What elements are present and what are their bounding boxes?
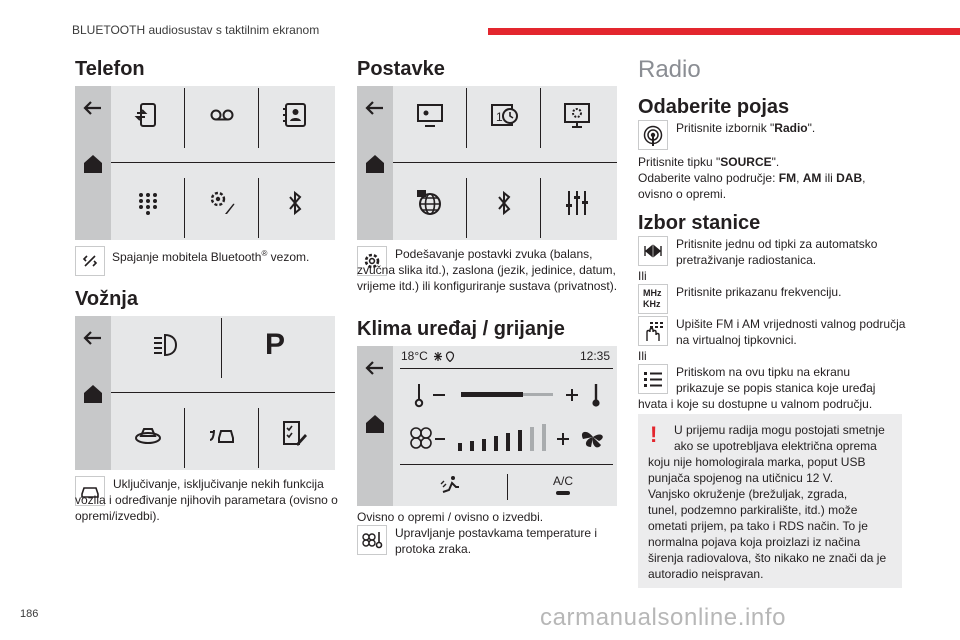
grid-divider (184, 408, 185, 468)
grid-divider (221, 318, 222, 378)
text: ". (771, 155, 780, 169)
postavke-screen-panel (357, 86, 617, 240)
warning-line: tunel, podzemno parkiralište, itd.) može (648, 503, 858, 517)
page-number: 186 (20, 608, 39, 620)
stanice-step-3: Upišite FM i AM vrijednosti valnog područja na virtualnoj tipkovnici. (676, 317, 906, 347)
screen-settings-icon[interactable] (562, 100, 592, 130)
bluetooth-icon[interactable] (489, 188, 519, 218)
klima-screen-panel (357, 346, 617, 506)
text: ili (821, 171, 837, 185)
home-icon (363, 412, 387, 436)
telefon-caption (112, 246, 342, 265)
ac-indicator (556, 491, 570, 495)
bold-text: FM (778, 171, 797, 185)
bluetooth-icon[interactable] (280, 188, 310, 218)
status-temperature: 18°C (401, 349, 428, 363)
text: Pritisnite tipku " (638, 155, 721, 169)
date-time-icon[interactable] (489, 100, 519, 130)
section-heading-postavke: Postavke (357, 58, 445, 80)
seek-icon-box (638, 236, 668, 266)
warning-line: punjača spojenog na utičnicu 12 V. (648, 471, 834, 485)
headlights-icon[interactable] (151, 330, 181, 360)
home-icon (81, 382, 105, 406)
bold-text: DAB (836, 171, 863, 185)
klima-note: Ovisno o opremi / ovisno o izvedbi. (357, 510, 544, 524)
heading-izbor-stanice: Izbor stanice (638, 212, 761, 234)
keypad-icon[interactable] (133, 188, 163, 218)
seek-prev-next-icon (642, 240, 664, 262)
grid-divider (393, 162, 617, 163)
voicemail-icon[interactable] (207, 100, 237, 130)
vehicle-settings-icon[interactable] (280, 418, 310, 448)
back-arrow-icon (363, 356, 387, 380)
contacts-icon[interactable] (280, 100, 310, 130)
snowflake-location-icon (433, 351, 457, 362)
warning-line: širenja radiovalova, što nikako ne znači da je (648, 551, 887, 565)
text: Odaberite valno područje: (638, 171, 779, 185)
registered-mark: ® (261, 249, 268, 258)
telefon-screen-panel (75, 86, 335, 240)
heading-odaberite-pojas: Odaberite pojas (638, 96, 790, 118)
voznja-caption: Uključivanje, isključivanje nekih funkcija vozila i određivanje njihovih parametara (ovisno o opremi/izvedbi). (75, 477, 338, 523)
home-icon (363, 152, 387, 176)
equalizer-icon[interactable] (562, 188, 592, 218)
section-heading-klima: Klima uređaj / grijanje (357, 318, 565, 340)
phone-transfer-icon[interactable] (133, 100, 163, 130)
running-header: BLUETOOTH audiosustav s taktilnim ekranom (72, 23, 320, 37)
temperature-control[interactable] (413, 380, 613, 410)
grid-divider (184, 178, 185, 238)
grid-divider (540, 178, 541, 238)
station-list-icon (642, 368, 664, 390)
pojas-step-4: ovisno o opremi. (638, 187, 727, 201)
warning-line: koju nije homologirala marka, poput USB (648, 455, 866, 469)
mhz-label: MHz (643, 288, 662, 298)
mhz-khz-icon (643, 288, 662, 310)
voznja-panel-sidebar (75, 316, 111, 470)
connection-link-icon (79, 250, 101, 272)
grid-divider (258, 178, 259, 238)
fan-speed-control[interactable] (407, 422, 615, 456)
grid-divider (111, 162, 335, 163)
warning-line: U prijemu radija mogu postojati smetnje (674, 423, 885, 437)
keyboard-icon-box (638, 316, 668, 346)
watermark: carmanualsonline.info (540, 604, 787, 631)
stanice-step-1: Pritisnite jednu od tipki za automatsko pretraživanje radiostanica. (676, 237, 878, 267)
car-view-icon[interactable] (133, 418, 163, 448)
screen-divider (400, 464, 613, 465)
grid-divider (111, 392, 335, 393)
grid-divider (466, 178, 467, 238)
grid-divider (184, 88, 185, 148)
khz-label: KHz (643, 299, 661, 309)
touch-keypad-icon (642, 320, 664, 342)
frequency-icon-box (638, 284, 668, 314)
back-arrow-icon (363, 96, 387, 120)
text: , (862, 171, 866, 185)
radio-antenna-icon (642, 124, 664, 146)
warning-line: autoradio neispravan. (648, 567, 764, 581)
pojas-step-3 (638, 170, 903, 186)
warning-line: ako se upotrebljava električna oprema (674, 439, 877, 453)
list-icon-box (638, 364, 668, 394)
pojas-step-2 (638, 154, 903, 170)
postavke-caption: Podešavanje postavki zvuka (balans, zvučna slika itd.), zaslona (jezik, jedinice, datum, vrijeme itd.) ili konfiguriranje sustava (privatnost). (357, 247, 618, 293)
header-accent-bar (488, 28, 960, 35)
warning-line: ometati prijem, pa tako i RDS način. To je (648, 519, 868, 533)
section-heading-voznja: Vožnja (75, 288, 138, 310)
text: ". (807, 121, 816, 135)
warning-line: normalna pojava koja proizlazi iz načina (648, 535, 861, 549)
grid-divider (258, 408, 259, 468)
svg-text:1: 1 (496, 110, 503, 124)
warning-exclamation-icon: ! (650, 422, 658, 447)
day-night-display-icon[interactable] (415, 100, 445, 130)
warning-line: Vanjsko okruženje (brežuljak, zgrada, (648, 487, 848, 501)
warning-note-box (638, 414, 902, 588)
stanice-step-4-line1: Pritiskom na ovu tipku na ekranu (676, 365, 851, 379)
ac-button[interactable]: A/C (553, 474, 574, 488)
text: Pritisnite izbornik " (676, 121, 775, 135)
stanice-step-2: Pritisnite prikazanu frekvenciju. (676, 285, 842, 299)
section-heading-telefon: Telefon (75, 58, 145, 80)
postavke-panel-sidebar (357, 86, 393, 240)
stanice-step-4-line3: hvata i koje su dostupne u valnom području. (638, 397, 873, 411)
voznja-screen-panel (75, 316, 335, 470)
screen-divider (507, 474, 508, 500)
klima-caption: Upravljanje postavkama temperature i protoka zraka. (395, 526, 598, 556)
home-icon (81, 152, 105, 176)
grid-divider (540, 88, 541, 148)
ili-2: Ili (638, 349, 647, 363)
bold-text: Radio (774, 121, 808, 135)
parking-p-icon[interactable]: P (265, 328, 286, 361)
status-time: 12:35 (580, 349, 611, 363)
ili-1: Ili (638, 269, 647, 283)
telefon-panel-sidebar (75, 86, 111, 240)
back-arrow-icon (81, 326, 105, 350)
klima-panel-sidebar (357, 346, 393, 506)
language-globe-icon[interactable] (415, 188, 445, 218)
text: , (796, 171, 803, 185)
radio-icon-box (638, 120, 668, 150)
air-distribution-icon[interactable] (439, 474, 461, 496)
screen-divider (400, 368, 613, 369)
pojas-step-1 (676, 120, 906, 136)
caption-text-end: vezom. (267, 250, 310, 264)
section-title-radio: Radio (638, 56, 701, 83)
link-icon-box (75, 246, 105, 276)
stanice-step-4-line2: prikazuje se popis stanica koje uređaj (676, 381, 876, 395)
phone-settings-icon[interactable] (207, 188, 237, 218)
bold-text: SOURCE (720, 155, 772, 169)
driving-aids-icon[interactable] (207, 418, 237, 448)
grid-divider (258, 88, 259, 148)
back-arrow-icon (81, 96, 105, 120)
bold-text: AM (802, 171, 822, 185)
fan-icon-box (357, 525, 387, 555)
grid-divider (466, 88, 467, 148)
fan-temperature-icon (361, 529, 383, 551)
caption-text: Spajanje mobitela Bluetooth (112, 250, 262, 264)
